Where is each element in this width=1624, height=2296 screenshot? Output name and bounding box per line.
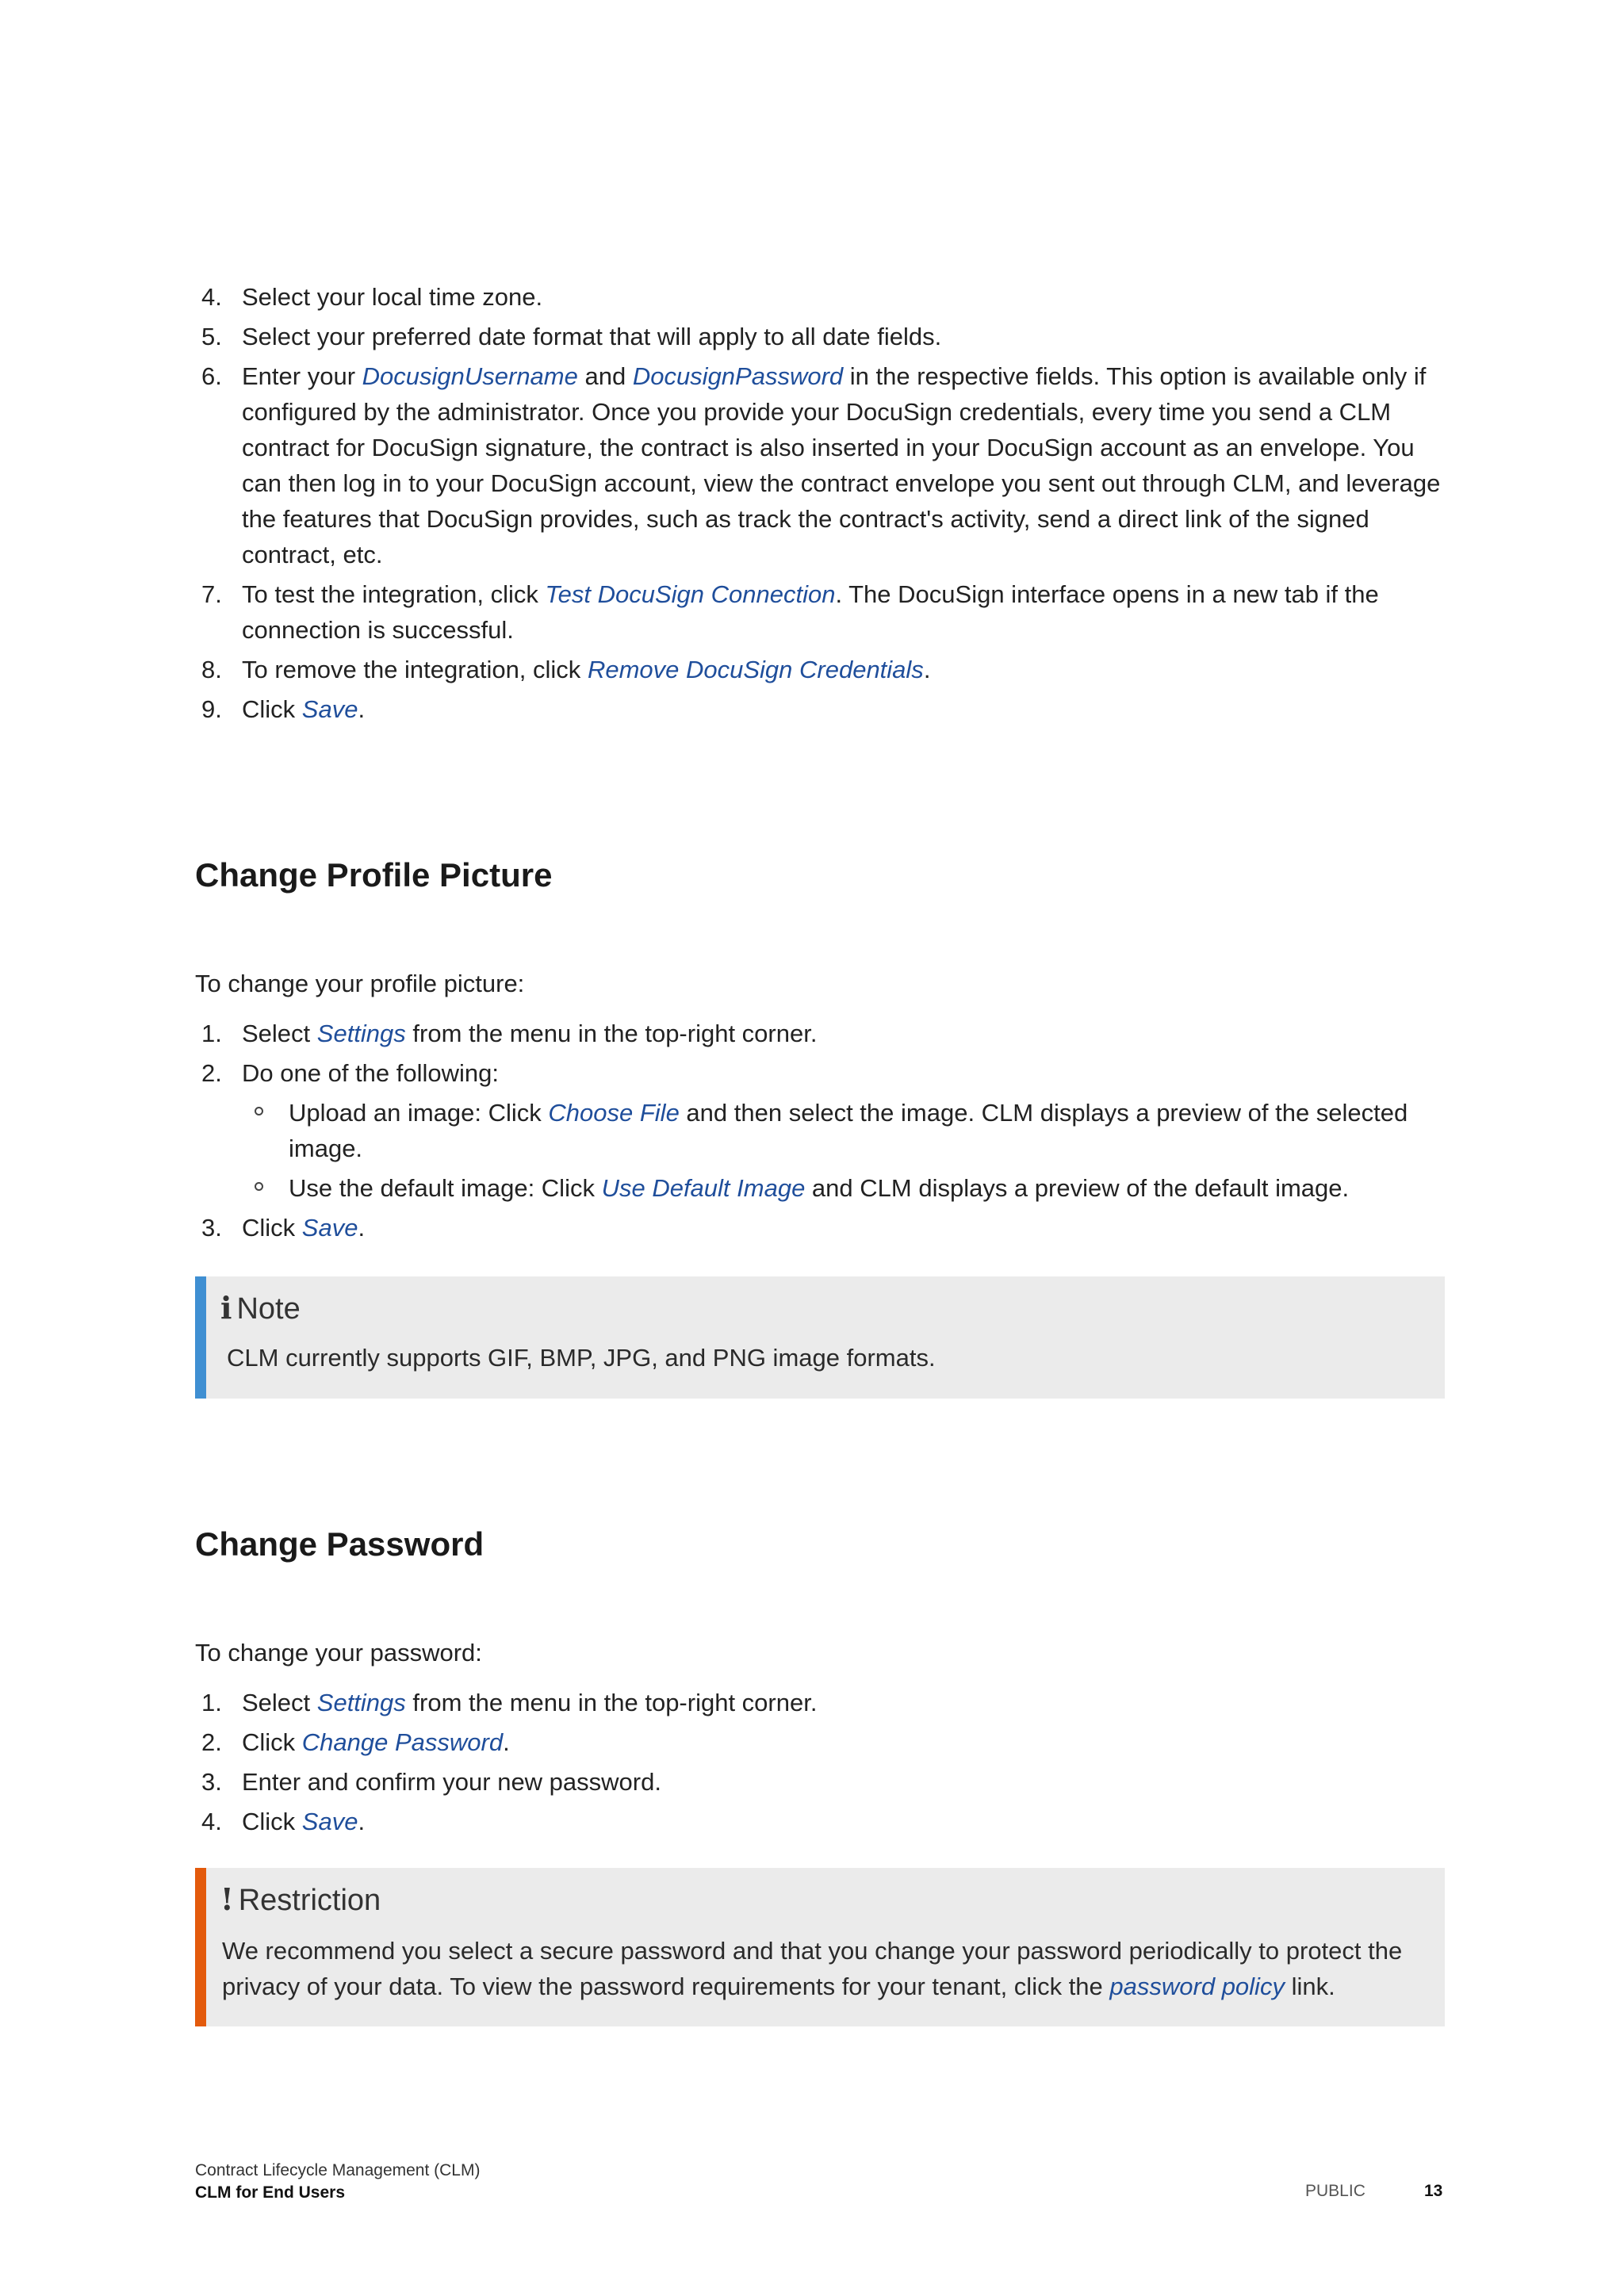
list-item: 3. Enter and confirm your new password.: [201, 1768, 661, 1796]
sub-list-item: Use the default image: Click Use Default Image and CLM displays a preview of the default image.: [242, 1170, 1445, 1206]
save-link[interactable]: Save: [301, 1808, 358, 1835]
list-item: 1. Select Settings from the menu in the top-right corner.: [201, 1689, 818, 1716]
use-default-image-link[interactable]: Use Default Image: [601, 1174, 806, 1202]
note-text: CLM currently supports GIF, BMP, JPG, and PNG image formats.: [227, 1344, 936, 1372]
bullet-icon: [255, 1107, 263, 1115]
change-password-link[interactable]: Change Password: [301, 1728, 504, 1756]
list-item: 4. Select your local time zone.: [201, 283, 543, 311]
profile-steps-list: [195, 1016, 1445, 1249]
list-item: 2. Click Change Password.: [201, 1728, 510, 1756]
bullet-icon: [255, 1182, 263, 1191]
footer-document-title: Contract Lifecycle Management (CLM): [195, 2161, 481, 2179]
page-number: 13: [1424, 2182, 1443, 2200]
list-item: 7. To test the integration, click Test DocuSign Connection. The DocuSign interface opens in a new tab if the connection is successful.: [201, 580, 1379, 644]
docusign-password-link[interactable]: DocusignPassword: [632, 362, 844, 390]
settings-link[interactable]: Settings: [316, 1020, 406, 1047]
settings-steps-list: [195, 279, 1445, 731]
restriction-text: We recommend you select a secure password and that you change your password periodically to protect the privacy of your data. To view the password requirements for your tenant, click the password policy link.: [222, 1937, 1403, 2000]
password-steps-list: [195, 1685, 1445, 1843]
note-heading: i Note: [220, 1290, 301, 1326]
save-link[interactable]: Save: [301, 695, 358, 723]
restriction-callout: [195, 1868, 1445, 2026]
note-accent-bar: [195, 1276, 206, 1399]
list-item: 3. Click Save.: [201, 1214, 366, 1242]
remove-docusign-credentials-link[interactable]: Remove DocuSign Credentials: [587, 656, 924, 683]
restriction-accent-bar: [195, 1868, 206, 2026]
docusign-username-link[interactable]: DocusignUsername: [362, 362, 578, 390]
footer-guide-title: CLM for End Users: [195, 2183, 346, 2202]
footer-document-info: [195, 2160, 480, 2204]
test-docusign-connection-link[interactable]: Test DocuSign Connection: [545, 580, 836, 608]
choose-file-link[interactable]: Choose File: [548, 1099, 680, 1127]
section-heading-change-password: Change Password: [195, 1525, 485, 1563]
list-item: 9. Click Save.: [201, 695, 366, 723]
warning-icon: !: [220, 1881, 234, 1917]
list-item: 8. To remove the integration, click Remove DocuSign Credentials.: [201, 656, 931, 683]
settings-link[interactable]: Settings: [316, 1689, 406, 1716]
footer-classification: PUBLIC: [1305, 2182, 1365, 2200]
list-item: 6. Enter your DocusignUsername and DocusignPassword in the respective fields. This option is available only if configured by the administrator. Once you provide your DocuSign credentials, every time you send a CLM contract for DocuSign signature, the contract is also inserted in your DocuSign account as an envelope. You can then log in to your DocuSign account, view the contract envelope you sent out through CLM, and leverage the features that DocuSign provides, such as track the contract's activity, send a direct link of the signed contract, etc.: [201, 362, 1441, 568]
list-item: 2. Do one of the following: Upload an image: Click Choose File and then select the image. CLM displays a preview of the selected image. Use the default image: Click Use Default Image and CLM displays a preview of the default image.: [195, 1055, 1445, 1206]
info-icon: i: [220, 1290, 232, 1326]
password-policy-link[interactable]: password policy: [1109, 1973, 1285, 2000]
list-item: 1. Select Settings from the menu in the top-right corner.: [201, 1020, 818, 1047]
save-link[interactable]: Save: [301, 1214, 358, 1242]
section-heading-profile-picture: Change Profile Picture: [195, 856, 553, 894]
note-callout: [195, 1276, 1445, 1399]
restriction-heading: ! Restriction: [220, 1881, 381, 1917]
sub-list-item: Upload an image: Click Choose File and then select the image. CLM displays a preview of the selected image.: [242, 1095, 1445, 1166]
list-item: 5. Select your preferred date format that will apply to all date fields.: [201, 323, 942, 350]
password-intro: To change your password:: [195, 1639, 482, 1667]
list-item: 4. Click Save.: [201, 1808, 366, 1835]
profile-intro: To change your profile picture:: [195, 970, 525, 997]
